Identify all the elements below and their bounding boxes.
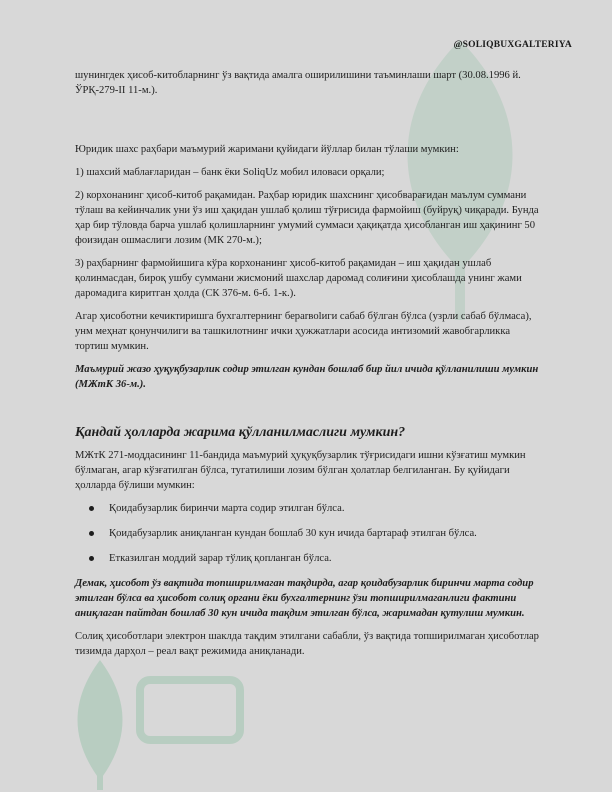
section-title: Қандай ҳолларда жарима қўлланилмаслиги мумкин? [75, 425, 406, 440]
bullet-icon [89, 556, 94, 561]
paragraph-conclusion: Демак, ҳисобот ўз вақтида топширилмаган тақдирда, агар қоидабузарлик биринчи марта содир этилган бўлса ва ҳисобот солиқ органи ёки бухгалтернинг ўзи топширилмаганлиги фактини аниқлаган пайтдан бошлаб 30 кун ичида тақдим этилган бўлса, жаримадан қутулиш мумкин. [75, 578, 534, 619]
channel-tag: @SOLIQBUXGALTERIYA [453, 40, 572, 50]
paragraph-intro: шунингдек ҳисоб-китобларнинг ўз вақтида амалга оширилишини таъминлаши шарт (30.08.1996 й. ЎРҚ-279-II 11-м.). [75, 70, 521, 96]
paragraph-article: МЖтК 271-моддасининг 11-бандида маъмурий ҳуқуқбузарлик тўғрисидаги ишни кўзғатиш мумкин бўлмаган, агар кўзғатилган бўлса, тугатилиши лозим бўлган ҳолатлар белгиланган. Бу қуйидаги ҳолларда бўлиши мумкин: [75, 450, 526, 491]
paragraph-electronic: Солиқ ҳисоботлари электрон шаклда тақдим этилгани сабабли, ўз вақтида топширилмаган ҳисоботлар тизимда дарҳол – реал вақт режимида аниқланади. [75, 631, 539, 657]
paragraph-payment-ways: Юридик шахс раҳбари маъмурий жаримани қуйидаги йўллар билан тўлаши мумкин: [75, 144, 459, 155]
bullet-icon [89, 506, 94, 511]
bullet-icon [89, 531, 94, 536]
list-item: Қоидабузарлик биринчи марта содир этилган бўлса. [75, 501, 545, 516]
paragraph-disciplinary: Агар ҳисоботни кечиктиришга бухгалтернинг беparвolиги сабаб бўлган бўлса (узрли сабаб бўлмаса), унм меҳнат қонунчилиги ва ташкилотнинг ички ҳужжатлари асосида интизомий жавобгарликка тортиш мумкин. [75, 311, 532, 352]
list-item: Қоидабузарлик аниқланган кундан бошлаб 30 кун ичида бартараф этилган бўлса. [75, 526, 545, 541]
paragraph-way-1: 1) шахсий маблағларидан – банк ёки SoliqUz мобил иловаси орқали; [75, 167, 385, 178]
paragraph-way-2: 2) корхонанинг ҳисоб-китоб рақамидан. Раҳбар юридик шахснинг ҳисобварағидан маълум суммани тўлаш ва кейинчалик уни ўз иш ҳақидан ушлаб қолиш тўғрисида фармойиш (буйруқ) чиқаради. Бунда ҳар бир тўловда барча ушлаб қолишларнинг умумий суммаси ҳақиқатда ҳисобланган иш ҳақининг 50 фоизидан ошмаслиги лозим (МК 270-м.); [75, 190, 539, 246]
document-body [75, 68, 545, 667]
conditions-list [75, 501, 545, 566]
paragraph-way-3: 3) раҳбарнинг фармойишига кўра корхонанинг ҳисоб-китоб рақамидан – иш ҳақидан ушлаб қолинмасдан, бироқ ушбу суммани жисмоний шахслар даромад солиғини ҳисоблашда унинг жами даромадига киритган ҳолда (СК 376-м. 6-б. 1-к.). [75, 258, 522, 299]
paragraph-term-note: Маъмурий жазо ҳуқуқбузарлик содир этилган кундан бошлаб бир йил ичида қўлланилиши мумкин (МЖтК 36-м.). [75, 364, 539, 390]
list-item: Етказилган моддий зарар тўлиқ қопланган бўлса. [75, 551, 545, 566]
